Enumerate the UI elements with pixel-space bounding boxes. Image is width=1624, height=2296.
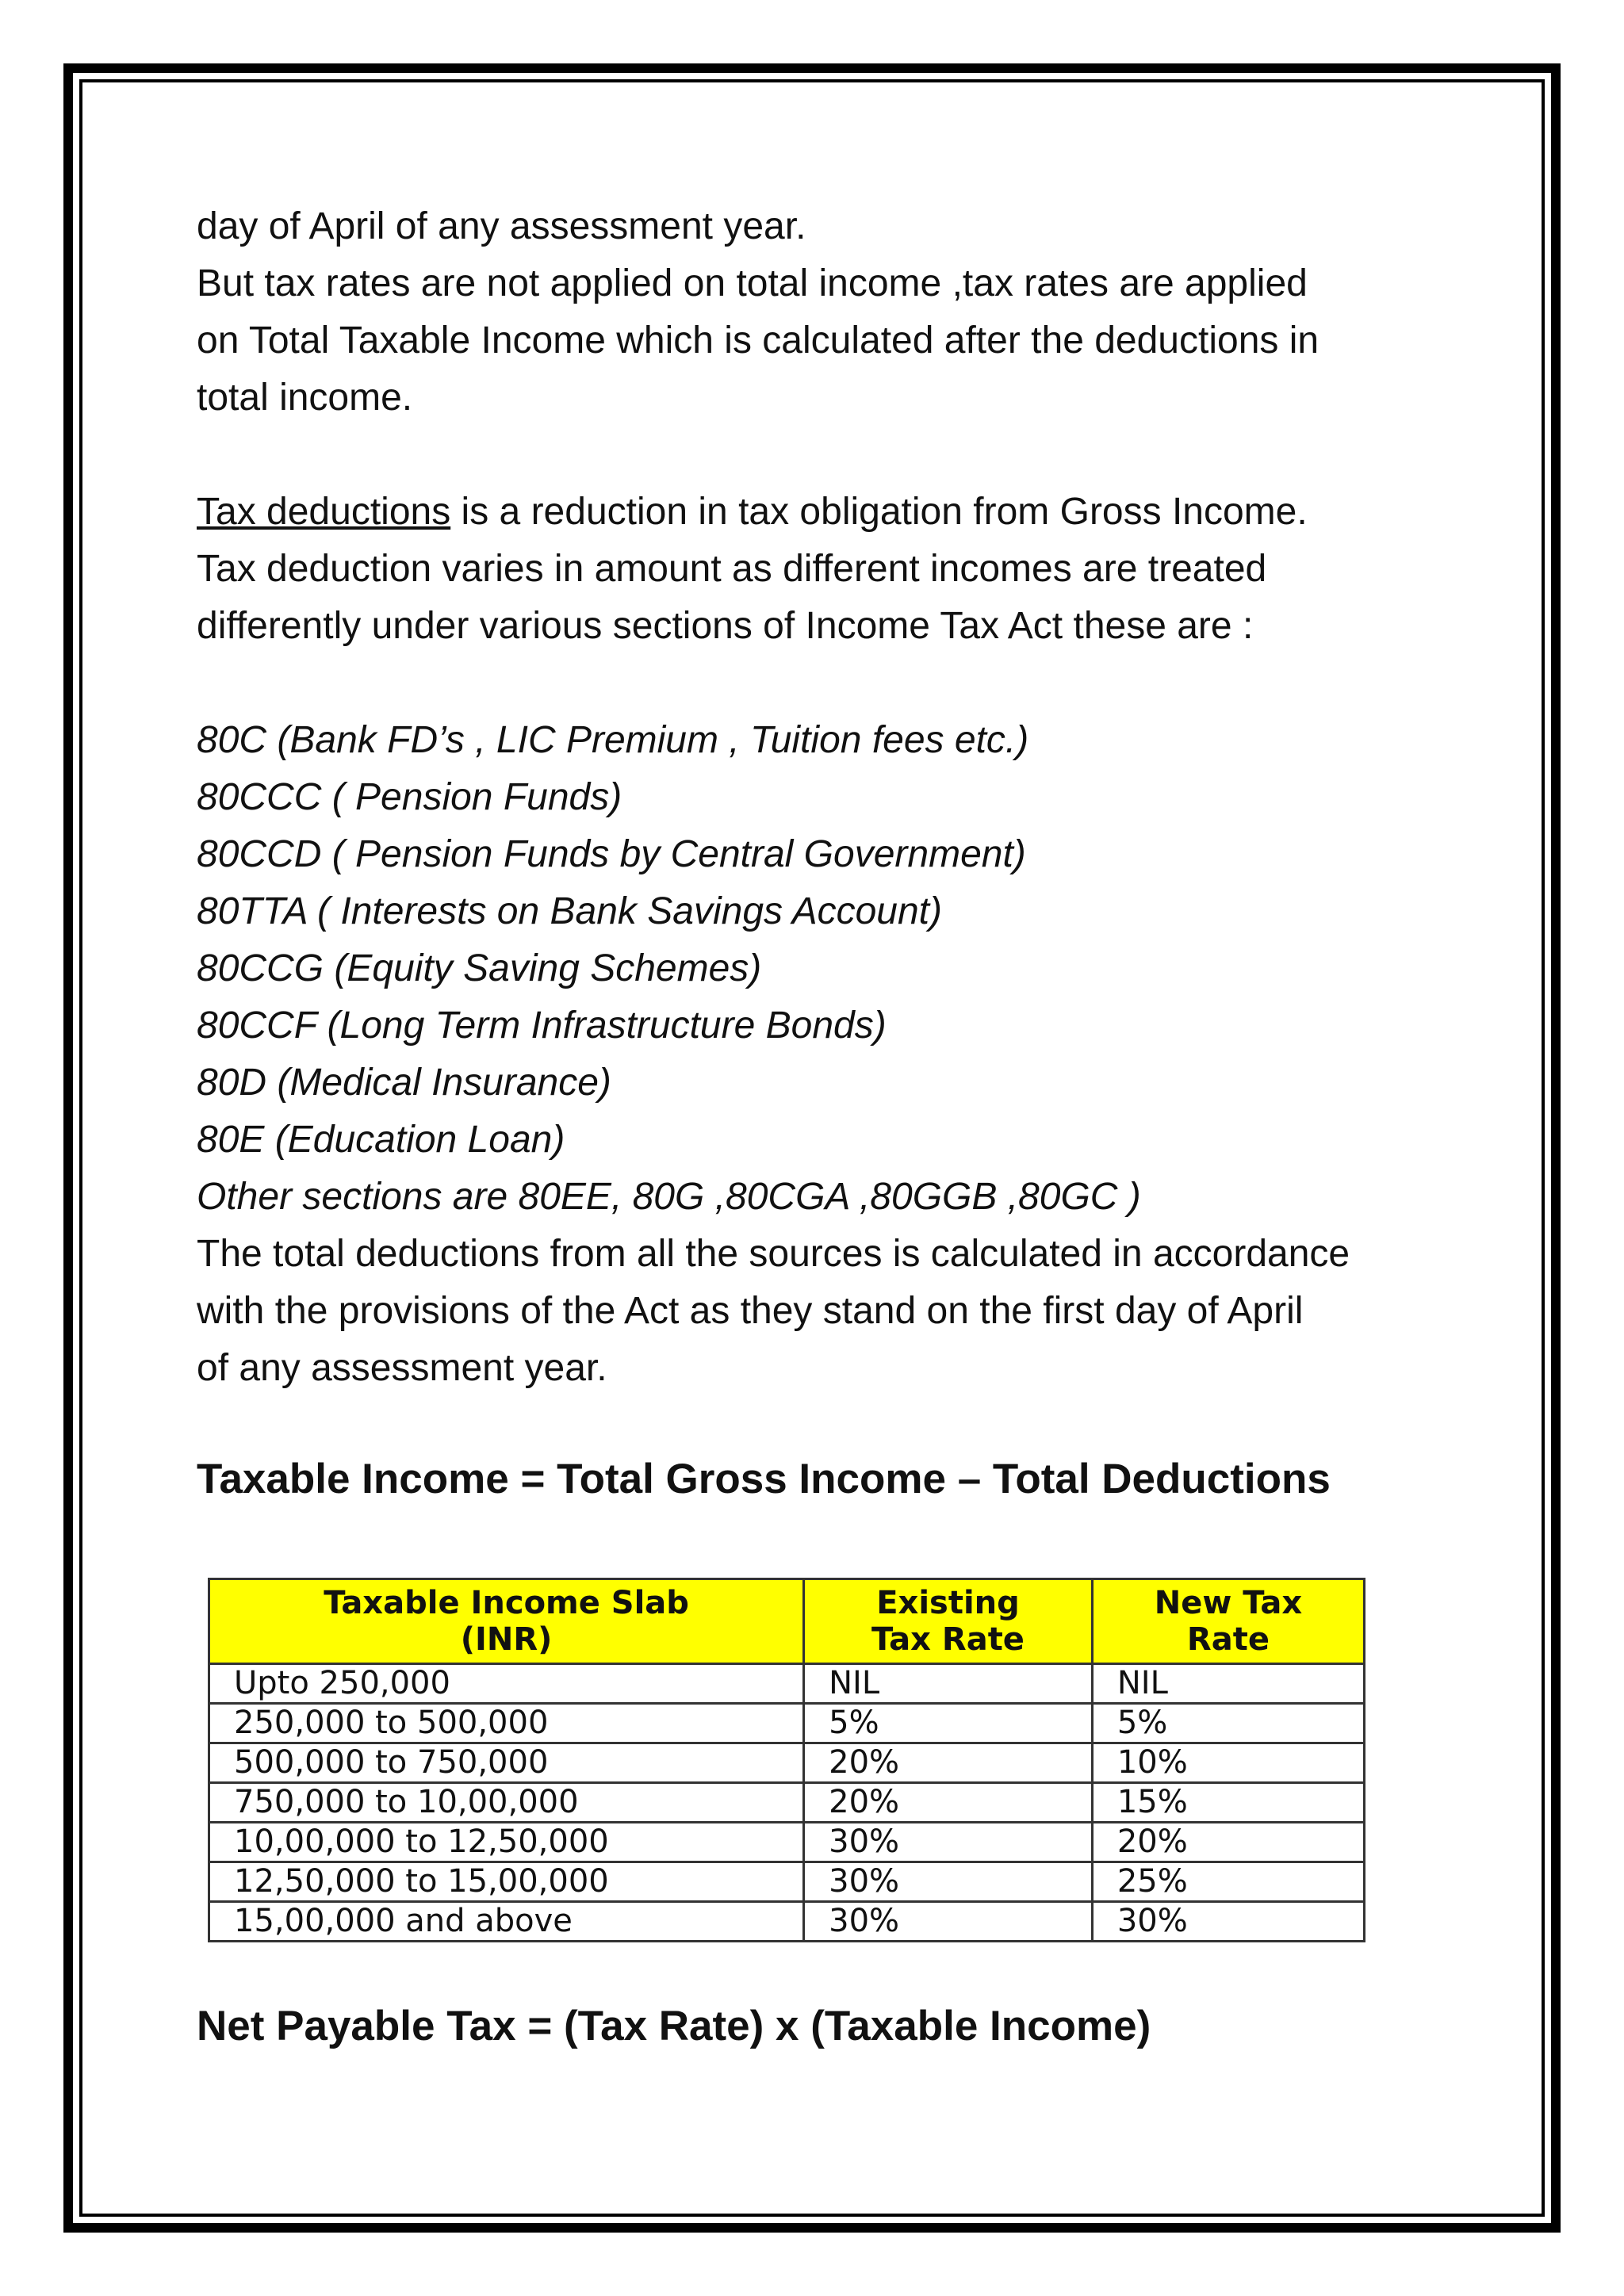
slab-cell: 250,000 to 500,000 <box>209 1704 804 1743</box>
paragraph-gap <box>197 427 1434 484</box>
section-item: 80CCC ( Pension Funds) <box>197 776 622 818</box>
table-row <box>209 1783 1365 1823</box>
section-item: 80CCF (Long Term Infrastructure Bonds) <box>197 1004 887 1047</box>
slab-cell: 10,00,000 to 12,50,000 <box>209 1823 804 1862</box>
existing-rate-cell: 20% <box>804 1743 1093 1783</box>
existing-rate-cell: 20% <box>804 1783 1093 1823</box>
table-header-row <box>209 1579 1365 1664</box>
table-row <box>209 1664 1365 1704</box>
header-line: (INR) <box>460 1621 553 1658</box>
new-rate-cell: 10% <box>1092 1743 1364 1783</box>
table-row <box>209 1862 1365 1902</box>
new-rate-cell: 20% <box>1092 1823 1364 1862</box>
body-line: day of April of any assessment year. <box>197 205 806 247</box>
body-line: differently under various sections of Income Tax Act these are : <box>197 605 1254 647</box>
existing-rate-cell: 30% <box>804 1862 1093 1902</box>
existing-rate-cell: NIL <box>804 1664 1093 1704</box>
section-item: 80CCD ( Pension Funds by Central Government) <box>197 833 1026 875</box>
section-item: 80TTA ( Interests on Bank Savings Account) <box>197 890 942 932</box>
slab-cell: 15,00,000 and above <box>209 1902 804 1942</box>
paragraph-gap <box>197 655 1434 712</box>
body-text: is a reduction in tax obligation from Gross Income. <box>450 491 1308 533</box>
new-rate-cell: 5% <box>1092 1704 1364 1743</box>
existing-rate-cell: 30% <box>804 1823 1093 1862</box>
body-line: The total deductions from all the sources is calculated in accordance <box>197 1233 1350 1275</box>
header-new-rate <box>1092 1579 1364 1664</box>
body-line: But tax rates are not applied on total income ,tax rates are applied <box>197 262 1308 304</box>
header-line: New Tax <box>1154 1585 1303 1621</box>
table-row <box>209 1704 1365 1743</box>
header-existing-rate <box>804 1579 1093 1664</box>
new-rate-cell: 15% <box>1092 1783 1364 1823</box>
slab-cell: Upto 250,000 <box>209 1664 804 1704</box>
net-payable-tax-formula: Net Payable Tax = (Tax Rate) x (Taxable Income) <box>197 2003 1151 2049</box>
new-rate-cell: NIL <box>1092 1664 1364 1704</box>
section-item: 80D (Medical Insurance) <box>197 1062 611 1104</box>
body-line: total income. <box>197 377 413 419</box>
new-rate-cell: 30% <box>1092 1902 1364 1942</box>
slab-cell: 12,50,000 to 15,00,000 <box>209 1862 804 1902</box>
section-item: Other sections are 80EE, 80G ,80CGA ,80GGB ,80GC ) <box>197 1176 1141 1218</box>
header-line: Rate <box>1186 1621 1270 1658</box>
body-line: of any assessment year. <box>197 1347 607 1389</box>
body-line: with the provisions of the Act as they stand on the first day of April <box>197 1290 1304 1332</box>
header-slab <box>209 1579 804 1664</box>
new-rate-cell: 25% <box>1092 1862 1364 1902</box>
document-body <box>197 198 1434 1397</box>
header-line: Existing <box>876 1585 1020 1621</box>
body-line: Tax deduction varies in amount as different incomes are treated <box>197 548 1267 590</box>
existing-rate-cell: 30% <box>804 1902 1093 1942</box>
body-line: on Total Taxable Income which is calculated after the deductions in <box>197 320 1320 362</box>
section-item: 80C (Bank FD’s , LIC Premium , Tuition fees etc.) <box>197 719 1029 761</box>
table-row <box>209 1902 1365 1942</box>
table-row <box>209 1743 1365 1783</box>
section-item: 80E (Education Loan) <box>197 1119 565 1161</box>
header-line: Tax Rate <box>871 1621 1025 1658</box>
tax-deductions-term: Tax deductions <box>197 491 451 533</box>
deductions-intro <box>197 484 1434 541</box>
header-line: Taxable Income Slab <box>324 1585 689 1621</box>
existing-rate-cell: 5% <box>804 1704 1093 1743</box>
tax-slab-table <box>208 1578 1365 1942</box>
section-item: 80CCG (Equity Saving Schemes) <box>197 947 762 989</box>
slab-cell: 500,000 to 750,000 <box>209 1743 804 1783</box>
taxable-income-formula: Taxable Income = Total Gross Income – Total Deductions <box>197 1456 1331 1502</box>
slab-cell: 750,000 to 10,00,000 <box>209 1783 804 1823</box>
table-row <box>209 1823 1365 1862</box>
